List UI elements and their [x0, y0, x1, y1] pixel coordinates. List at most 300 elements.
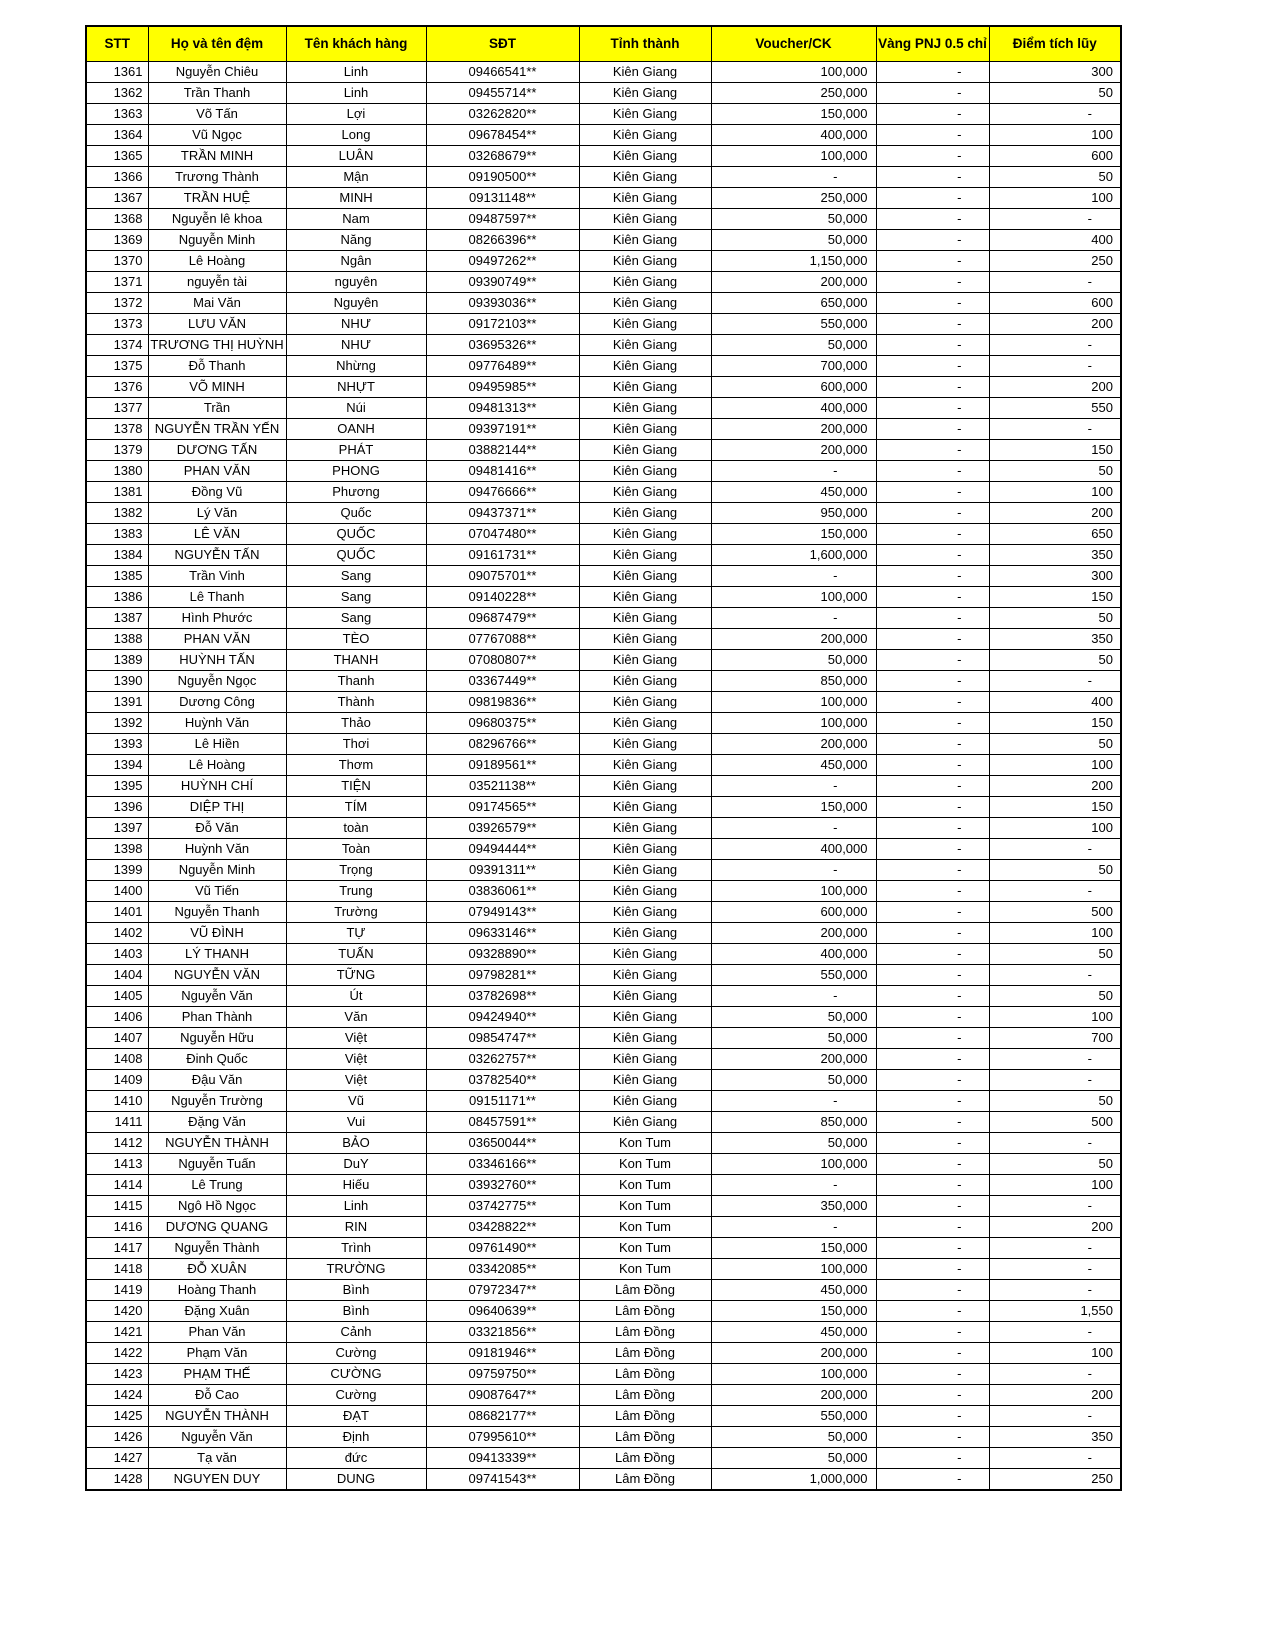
- sdt-cell: 09640639**: [426, 1301, 579, 1322]
- stt-cell: 1422: [86, 1343, 148, 1364]
- ten-khach-hang-cell: PHONG: [286, 461, 426, 482]
- vang-pnj-cell: -: [876, 1427, 989, 1448]
- sdt-cell: 09075701**: [426, 566, 579, 587]
- table-row: [86, 818, 1121, 839]
- tinh-thanh-cell: Kon Tum: [579, 1175, 711, 1196]
- vang-pnj-cell: -: [876, 377, 989, 398]
- stt-cell: 1404: [86, 965, 148, 986]
- ho-va-ten-dem-cell: LƯU VĂN: [148, 314, 286, 335]
- voucher-ck-cell: 50,000: [711, 1070, 876, 1091]
- table-row: [86, 671, 1121, 692]
- sdt-cell: 09151171**: [426, 1091, 579, 1112]
- table-row: [86, 1385, 1121, 1406]
- ten-khach-hang-cell: Định: [286, 1427, 426, 1448]
- table-row: [86, 1217, 1121, 1238]
- ho-va-ten-dem-cell: Nguyễn Thành: [148, 1238, 286, 1259]
- vang-pnj-cell: -: [876, 839, 989, 860]
- tinh-thanh-cell: Lâm Đồng: [579, 1469, 711, 1491]
- table-row: [86, 986, 1121, 1007]
- voucher-ck-cell: 150,000: [711, 104, 876, 125]
- stt-cell: 1405: [86, 986, 148, 1007]
- tinh-thanh-cell: Kiên Giang: [579, 839, 711, 860]
- tinh-thanh-cell: Kiên Giang: [579, 146, 711, 167]
- diem-tich-luy-cell: 500: [989, 1112, 1121, 1133]
- ten-khach-hang-cell: Vũ: [286, 1091, 426, 1112]
- tinh-thanh-cell: Kiên Giang: [579, 230, 711, 251]
- tinh-thanh-cell: Kiên Giang: [579, 965, 711, 986]
- stt-cell: 1421: [86, 1322, 148, 1343]
- sdt-cell: 03428822**: [426, 1217, 579, 1238]
- table-row: [86, 503, 1121, 524]
- table-row: [86, 1301, 1121, 1322]
- stt-cell: 1418: [86, 1259, 148, 1280]
- stt-cell: 1363: [86, 104, 148, 125]
- ho-va-ten-dem-cell: Đỗ Văn: [148, 818, 286, 839]
- ho-va-ten-dem-cell: DƯƠNG TẤN: [148, 440, 286, 461]
- tinh-thanh-cell: Kiên Giang: [579, 566, 711, 587]
- vang-pnj-cell: -: [876, 335, 989, 356]
- vang-pnj-cell: -: [876, 1196, 989, 1217]
- vang-pnj-cell: -: [876, 1238, 989, 1259]
- voucher-ck-cell: 650,000: [711, 293, 876, 314]
- diem-tich-luy-cell: -: [989, 272, 1121, 293]
- ten-khach-hang-cell: Quốc: [286, 503, 426, 524]
- sdt-cell: 03882144**: [426, 440, 579, 461]
- ho-va-ten-dem-cell: Phan Văn: [148, 1322, 286, 1343]
- tinh-thanh-cell: Kiên Giang: [579, 608, 711, 629]
- stt-cell: 1419: [86, 1280, 148, 1301]
- ho-va-ten-dem-cell: PHAN VĂN: [148, 461, 286, 482]
- ten-khach-hang-cell: Bình: [286, 1280, 426, 1301]
- table-row: [86, 1091, 1121, 1112]
- diem-tich-luy-cell: 1,550: [989, 1301, 1121, 1322]
- vang-pnj-cell: -: [876, 293, 989, 314]
- table-row: [86, 860, 1121, 881]
- ten-khach-hang-cell: Sang: [286, 587, 426, 608]
- voucher-ck-cell: 50,000: [711, 1007, 876, 1028]
- diem-tich-luy-cell: 100: [989, 125, 1121, 146]
- stt-cell: 1396: [86, 797, 148, 818]
- diem-tich-luy-cell: 350: [989, 629, 1121, 650]
- stt-cell: 1372: [86, 293, 148, 314]
- ho-va-ten-dem-cell: Lê Hoàng: [148, 251, 286, 272]
- vang-pnj-cell: -: [876, 713, 989, 734]
- voucher-ck-cell: 1,150,000: [711, 251, 876, 272]
- voucher-ck-cell: 450,000: [711, 755, 876, 776]
- stt-cell: 1402: [86, 923, 148, 944]
- diem-tich-luy-cell: -: [989, 1133, 1121, 1154]
- table-row: [86, 146, 1121, 167]
- ho-va-ten-dem-cell: Nguyễn Văn: [148, 986, 286, 1007]
- tinh-thanh-cell: Kiên Giang: [579, 986, 711, 1007]
- ten-khach-hang-cell: Linh: [286, 83, 426, 104]
- table-row: [86, 881, 1121, 902]
- ten-khach-hang-cell: Linh: [286, 1196, 426, 1217]
- sdt-cell: 07995610**: [426, 1427, 579, 1448]
- voucher-ck-cell: 200,000: [711, 923, 876, 944]
- tinh-thanh-cell: Kiên Giang: [579, 1070, 711, 1091]
- table-row: [86, 797, 1121, 818]
- sdt-cell: 09391311**: [426, 860, 579, 881]
- diem-tich-luy-cell: -: [989, 335, 1121, 356]
- stt-cell: 1361: [86, 62, 148, 83]
- tinh-thanh-cell: Kon Tum: [579, 1217, 711, 1238]
- ten-khach-hang-cell: TIỆN: [286, 776, 426, 797]
- tinh-thanh-cell: Kiên Giang: [579, 209, 711, 230]
- ho-va-ten-dem-cell: Ngô Hồ Ngọc: [148, 1196, 286, 1217]
- tinh-thanh-cell: Kiên Giang: [579, 293, 711, 314]
- tinh-thanh-cell: Kiên Giang: [579, 167, 711, 188]
- tinh-thanh-cell: Kiên Giang: [579, 356, 711, 377]
- tinh-thanh-cell: Lâm Đồng: [579, 1385, 711, 1406]
- table-row: [86, 1259, 1121, 1280]
- ho-va-ten-dem-cell: PHAN VĂN: [148, 629, 286, 650]
- ho-va-ten-dem-cell: Lê Hoàng: [148, 755, 286, 776]
- tinh-thanh-cell: Kiên Giang: [579, 314, 711, 335]
- ho-va-ten-dem-cell: Lý Văn: [148, 503, 286, 524]
- diem-tich-luy-cell: 200: [989, 1217, 1121, 1238]
- table-row: [86, 104, 1121, 125]
- diem-tich-luy-cell: -: [989, 1196, 1121, 1217]
- sdt-cell: 03932760**: [426, 1175, 579, 1196]
- vang-pnj-cell: -: [876, 734, 989, 755]
- voucher-ck-cell: 200,000: [711, 734, 876, 755]
- sdt-cell: 09680375**: [426, 713, 579, 734]
- stt-cell: 1412: [86, 1133, 148, 1154]
- customer-table: [85, 25, 1122, 1491]
- tinh-thanh-cell: Lâm Đồng: [579, 1406, 711, 1427]
- tinh-thanh-cell: Kiên Giang: [579, 398, 711, 419]
- stt-cell: 1369: [86, 230, 148, 251]
- ho-va-ten-dem-cell: Mai Văn: [148, 293, 286, 314]
- sdt-cell: 09087647**: [426, 1385, 579, 1406]
- sdt-cell: 09190500**: [426, 167, 579, 188]
- vang-pnj-cell: -: [876, 356, 989, 377]
- stt-cell: 1365: [86, 146, 148, 167]
- vang-pnj-cell: -: [876, 272, 989, 293]
- diem-tich-luy-cell: 300: [989, 62, 1121, 83]
- diem-tich-luy-cell: 50: [989, 461, 1121, 482]
- vang-pnj-cell: -: [876, 1259, 989, 1280]
- ho-va-ten-dem-cell: VÕ MINH: [148, 377, 286, 398]
- voucher-ck-cell: 450,000: [711, 482, 876, 503]
- column-header-vang-pnj: Vàng PNJ 0.5 chỉ: [876, 26, 989, 62]
- vang-pnj-cell: -: [876, 965, 989, 986]
- tinh-thanh-cell: Kiên Giang: [579, 1112, 711, 1133]
- stt-cell: 1387: [86, 608, 148, 629]
- ho-va-ten-dem-cell: Trần: [148, 398, 286, 419]
- ten-khach-hang-cell: NHƯ: [286, 335, 426, 356]
- vang-pnj-cell: -: [876, 1175, 989, 1196]
- diem-tich-luy-cell: 400: [989, 692, 1121, 713]
- tinh-thanh-cell: Kiên Giang: [579, 650, 711, 671]
- stt-cell: 1382: [86, 503, 148, 524]
- ten-khach-hang-cell: QUỐC: [286, 545, 426, 566]
- voucher-ck-cell: 50,000: [711, 1427, 876, 1448]
- diem-tich-luy-cell: 200: [989, 1385, 1121, 1406]
- voucher-ck-cell: 100,000: [711, 62, 876, 83]
- sdt-cell: 03321856**: [426, 1322, 579, 1343]
- vang-pnj-cell: -: [876, 1007, 989, 1028]
- ten-khach-hang-cell: Linh: [286, 62, 426, 83]
- ten-khach-hang-cell: Lợi: [286, 104, 426, 125]
- table-row: [86, 398, 1121, 419]
- vang-pnj-cell: -: [876, 125, 989, 146]
- sdt-cell: 03742775**: [426, 1196, 579, 1217]
- stt-cell: 1417: [86, 1238, 148, 1259]
- tinh-thanh-cell: Kiên Giang: [579, 251, 711, 272]
- voucher-ck-cell: 150,000: [711, 797, 876, 818]
- sdt-cell: 08682177**: [426, 1406, 579, 1427]
- diem-tich-luy-cell: 150: [989, 440, 1121, 461]
- tinh-thanh-cell: Kiên Giang: [579, 104, 711, 125]
- diem-tich-luy-cell: 550: [989, 398, 1121, 419]
- voucher-ck-cell: 550,000: [711, 965, 876, 986]
- ten-khach-hang-cell: THANH: [286, 650, 426, 671]
- vang-pnj-cell: -: [876, 1343, 989, 1364]
- ho-va-ten-dem-cell: Lê Hiền: [148, 734, 286, 755]
- tinh-thanh-cell: Kiên Giang: [579, 461, 711, 482]
- voucher-ck-cell: 550,000: [711, 1406, 876, 1427]
- stt-cell: 1409: [86, 1070, 148, 1091]
- table-row: [86, 1049, 1121, 1070]
- ten-khach-hang-cell: nguyên: [286, 272, 426, 293]
- stt-cell: 1364: [86, 125, 148, 146]
- stt-cell: 1427: [86, 1448, 148, 1469]
- table-row: [86, 1343, 1121, 1364]
- diem-tich-luy-cell: -: [989, 356, 1121, 377]
- vang-pnj-cell: -: [876, 923, 989, 944]
- stt-cell: 1385: [86, 566, 148, 587]
- ten-khach-hang-cell: QUỐC: [286, 524, 426, 545]
- table-row: [86, 419, 1121, 440]
- diem-tich-luy-cell: 350: [989, 545, 1121, 566]
- voucher-ck-cell: 400,000: [711, 839, 876, 860]
- ho-va-ten-dem-cell: Trần Thanh: [148, 83, 286, 104]
- table-row: [86, 566, 1121, 587]
- ho-va-ten-dem-cell: Huỳnh Văn: [148, 713, 286, 734]
- voucher-ck-cell: 50,000: [711, 1133, 876, 1154]
- tinh-thanh-cell: Kiên Giang: [579, 503, 711, 524]
- diem-tich-luy-cell: -: [989, 965, 1121, 986]
- voucher-ck-cell: -: [711, 461, 876, 482]
- vang-pnj-cell: -: [876, 1154, 989, 1175]
- ten-khach-hang-cell: LUÂN: [286, 146, 426, 167]
- stt-cell: 1406: [86, 1007, 148, 1028]
- sdt-cell: 09854747**: [426, 1028, 579, 1049]
- tinh-thanh-cell: Kiên Giang: [579, 818, 711, 839]
- stt-cell: 1388: [86, 629, 148, 650]
- ho-va-ten-dem-cell: Nguyễn Trường: [148, 1091, 286, 1112]
- sdt-cell: 08266396**: [426, 230, 579, 251]
- sdt-cell: 09761490**: [426, 1238, 579, 1259]
- tinh-thanh-cell: Kon Tum: [579, 1259, 711, 1280]
- ho-va-ten-dem-cell: Đinh Quốc: [148, 1049, 286, 1070]
- sdt-cell: 09131148**: [426, 188, 579, 209]
- sdt-cell: 03346166**: [426, 1154, 579, 1175]
- voucher-ck-cell: 600,000: [711, 902, 876, 923]
- table-row: [86, 629, 1121, 650]
- voucher-ck-cell: 50,000: [711, 335, 876, 356]
- sdt-cell: 03262757**: [426, 1049, 579, 1070]
- ten-khach-hang-cell: Nam: [286, 209, 426, 230]
- ten-khach-hang-cell: Bình: [286, 1301, 426, 1322]
- stt-cell: 1411: [86, 1112, 148, 1133]
- ho-va-ten-dem-cell: TRƯƠNG THỊ HUỲNH: [148, 335, 286, 356]
- ten-khach-hang-cell: Việt: [286, 1049, 426, 1070]
- vang-pnj-cell: -: [876, 1322, 989, 1343]
- tinh-thanh-cell: Kiên Giang: [579, 1028, 711, 1049]
- tinh-thanh-cell: Lâm Đồng: [579, 1322, 711, 1343]
- tinh-thanh-cell: Kiên Giang: [579, 881, 711, 902]
- ten-khach-hang-cell: Út: [286, 986, 426, 1007]
- sdt-cell: 07047480**: [426, 524, 579, 545]
- ho-va-ten-dem-cell: TRẦN MINH: [148, 146, 286, 167]
- stt-cell: 1410: [86, 1091, 148, 1112]
- table-row: [86, 587, 1121, 608]
- diem-tich-luy-cell: 100: [989, 818, 1121, 839]
- stt-cell: 1368: [86, 209, 148, 230]
- sdt-cell: 07767088**: [426, 629, 579, 650]
- ho-va-ten-dem-cell: LÝ THANH: [148, 944, 286, 965]
- vang-pnj-cell: -: [876, 587, 989, 608]
- sdt-cell: 09413339**: [426, 1448, 579, 1469]
- vang-pnj-cell: -: [876, 398, 989, 419]
- tinh-thanh-cell: Lâm Đồng: [579, 1364, 711, 1385]
- vang-pnj-cell: -: [876, 503, 989, 524]
- stt-cell: 1423: [86, 1364, 148, 1385]
- vang-pnj-cell: -: [876, 524, 989, 545]
- vang-pnj-cell: -: [876, 83, 989, 104]
- column-header-stt: STT: [86, 26, 148, 62]
- sdt-cell: 09819836**: [426, 692, 579, 713]
- sdt-cell: 07972347**: [426, 1280, 579, 1301]
- stt-cell: 1407: [86, 1028, 148, 1049]
- ho-va-ten-dem-cell: Lê Trung: [148, 1175, 286, 1196]
- vang-pnj-cell: -: [876, 776, 989, 797]
- ten-khach-hang-cell: Văn: [286, 1007, 426, 1028]
- ho-va-ten-dem-cell: Đặng Văn: [148, 1112, 286, 1133]
- column-header-ho-va-ten-dem: Họ và tên đệm: [148, 26, 286, 62]
- vang-pnj-cell: -: [876, 545, 989, 566]
- vang-pnj-cell: -: [876, 1070, 989, 1091]
- table-row: [86, 1364, 1121, 1385]
- sdt-cell: 03262820**: [426, 104, 579, 125]
- vang-pnj-cell: -: [876, 902, 989, 923]
- voucher-ck-cell: 50,000: [711, 1028, 876, 1049]
- voucher-ck-cell: 100,000: [711, 1259, 876, 1280]
- tinh-thanh-cell: Kiên Giang: [579, 671, 711, 692]
- ho-va-ten-dem-cell: NGUYEN DUY: [148, 1469, 286, 1491]
- table-header-row: [86, 26, 1121, 62]
- stt-cell: 1398: [86, 839, 148, 860]
- table-row: [86, 335, 1121, 356]
- ten-khach-hang-cell: Trình: [286, 1238, 426, 1259]
- voucher-ck-cell: 850,000: [711, 671, 876, 692]
- voucher-ck-cell: -: [711, 1217, 876, 1238]
- voucher-ck-cell: 50,000: [711, 650, 876, 671]
- stt-cell: 1424: [86, 1385, 148, 1406]
- table-row: [86, 1133, 1121, 1154]
- tinh-thanh-cell: Kiên Giang: [579, 1049, 711, 1070]
- vang-pnj-cell: -: [876, 671, 989, 692]
- sdt-cell: 09494444**: [426, 839, 579, 860]
- voucher-ck-cell: 200,000: [711, 1049, 876, 1070]
- table-row: [86, 1238, 1121, 1259]
- sdt-cell: 09466541**: [426, 62, 579, 83]
- sdt-cell: 09181946**: [426, 1343, 579, 1364]
- sdt-cell: 03268679**: [426, 146, 579, 167]
- ten-khach-hang-cell: TÍM: [286, 797, 426, 818]
- ten-khach-hang-cell: TRƯỜNG: [286, 1259, 426, 1280]
- ho-va-ten-dem-cell: Đỗ Cao: [148, 1385, 286, 1406]
- diem-tich-luy-cell: 100: [989, 755, 1121, 776]
- ho-va-ten-dem-cell: Nguyễn Chiêu: [148, 62, 286, 83]
- ten-khach-hang-cell: Cường: [286, 1385, 426, 1406]
- vang-pnj-cell: -: [876, 1406, 989, 1427]
- ten-khach-hang-cell: MINH: [286, 188, 426, 209]
- table-row: [86, 1112, 1121, 1133]
- ten-khach-hang-cell: Long: [286, 125, 426, 146]
- voucher-ck-cell: 100,000: [711, 713, 876, 734]
- ten-khach-hang-cell: Sang: [286, 566, 426, 587]
- ten-khach-hang-cell: Việt: [286, 1070, 426, 1091]
- voucher-ck-cell: 200,000: [711, 1385, 876, 1406]
- ho-va-ten-dem-cell: HUỲNH TẤN: [148, 650, 286, 671]
- tinh-thanh-cell: Lâm Đồng: [579, 1301, 711, 1322]
- vang-pnj-cell: -: [876, 188, 989, 209]
- tinh-thanh-cell: Kiên Giang: [579, 797, 711, 818]
- table-row: [86, 1154, 1121, 1175]
- stt-cell: 1371: [86, 272, 148, 293]
- table-row: [86, 167, 1121, 188]
- vang-pnj-cell: -: [876, 986, 989, 1007]
- ho-va-ten-dem-cell: Đặng Xuân: [148, 1301, 286, 1322]
- ten-khach-hang-cell: Ngân: [286, 251, 426, 272]
- tinh-thanh-cell: Kiên Giang: [579, 335, 711, 356]
- sdt-cell: 03521138**: [426, 776, 579, 797]
- table-row: [86, 734, 1121, 755]
- tinh-thanh-cell: Kiên Giang: [579, 188, 711, 209]
- table-row: [86, 1406, 1121, 1427]
- sdt-cell: 03836061**: [426, 881, 579, 902]
- table-row: [86, 713, 1121, 734]
- stt-cell: 1425: [86, 1406, 148, 1427]
- ho-va-ten-dem-cell: Đậu Văn: [148, 1070, 286, 1091]
- stt-cell: 1401: [86, 902, 148, 923]
- ho-va-ten-dem-cell: Nguyễn Văn: [148, 1427, 286, 1448]
- tinh-thanh-cell: Kiên Giang: [579, 734, 711, 755]
- diem-tich-luy-cell: 50: [989, 83, 1121, 104]
- tinh-thanh-cell: Kiên Giang: [579, 923, 711, 944]
- ten-khach-hang-cell: Sang: [286, 608, 426, 629]
- table-row: [86, 209, 1121, 230]
- sdt-cell: 07080807**: [426, 650, 579, 671]
- voucher-ck-cell: 150,000: [711, 1301, 876, 1322]
- ho-va-ten-dem-cell: Huỳnh Văn: [148, 839, 286, 860]
- diem-tich-luy-cell: -: [989, 104, 1121, 125]
- sdt-cell: 09487597**: [426, 209, 579, 230]
- tinh-thanh-cell: Kon Tum: [579, 1238, 711, 1259]
- ten-khach-hang-cell: Nhừng: [286, 356, 426, 377]
- sdt-cell: 09397191**: [426, 419, 579, 440]
- diem-tich-luy-cell: 650: [989, 524, 1121, 545]
- voucher-ck-cell: 50,000: [711, 1448, 876, 1469]
- ho-va-ten-dem-cell: Võ Tấn: [148, 104, 286, 125]
- diem-tich-luy-cell: 50: [989, 167, 1121, 188]
- tinh-thanh-cell: Lâm Đồng: [579, 1343, 711, 1364]
- table-row: [86, 440, 1121, 461]
